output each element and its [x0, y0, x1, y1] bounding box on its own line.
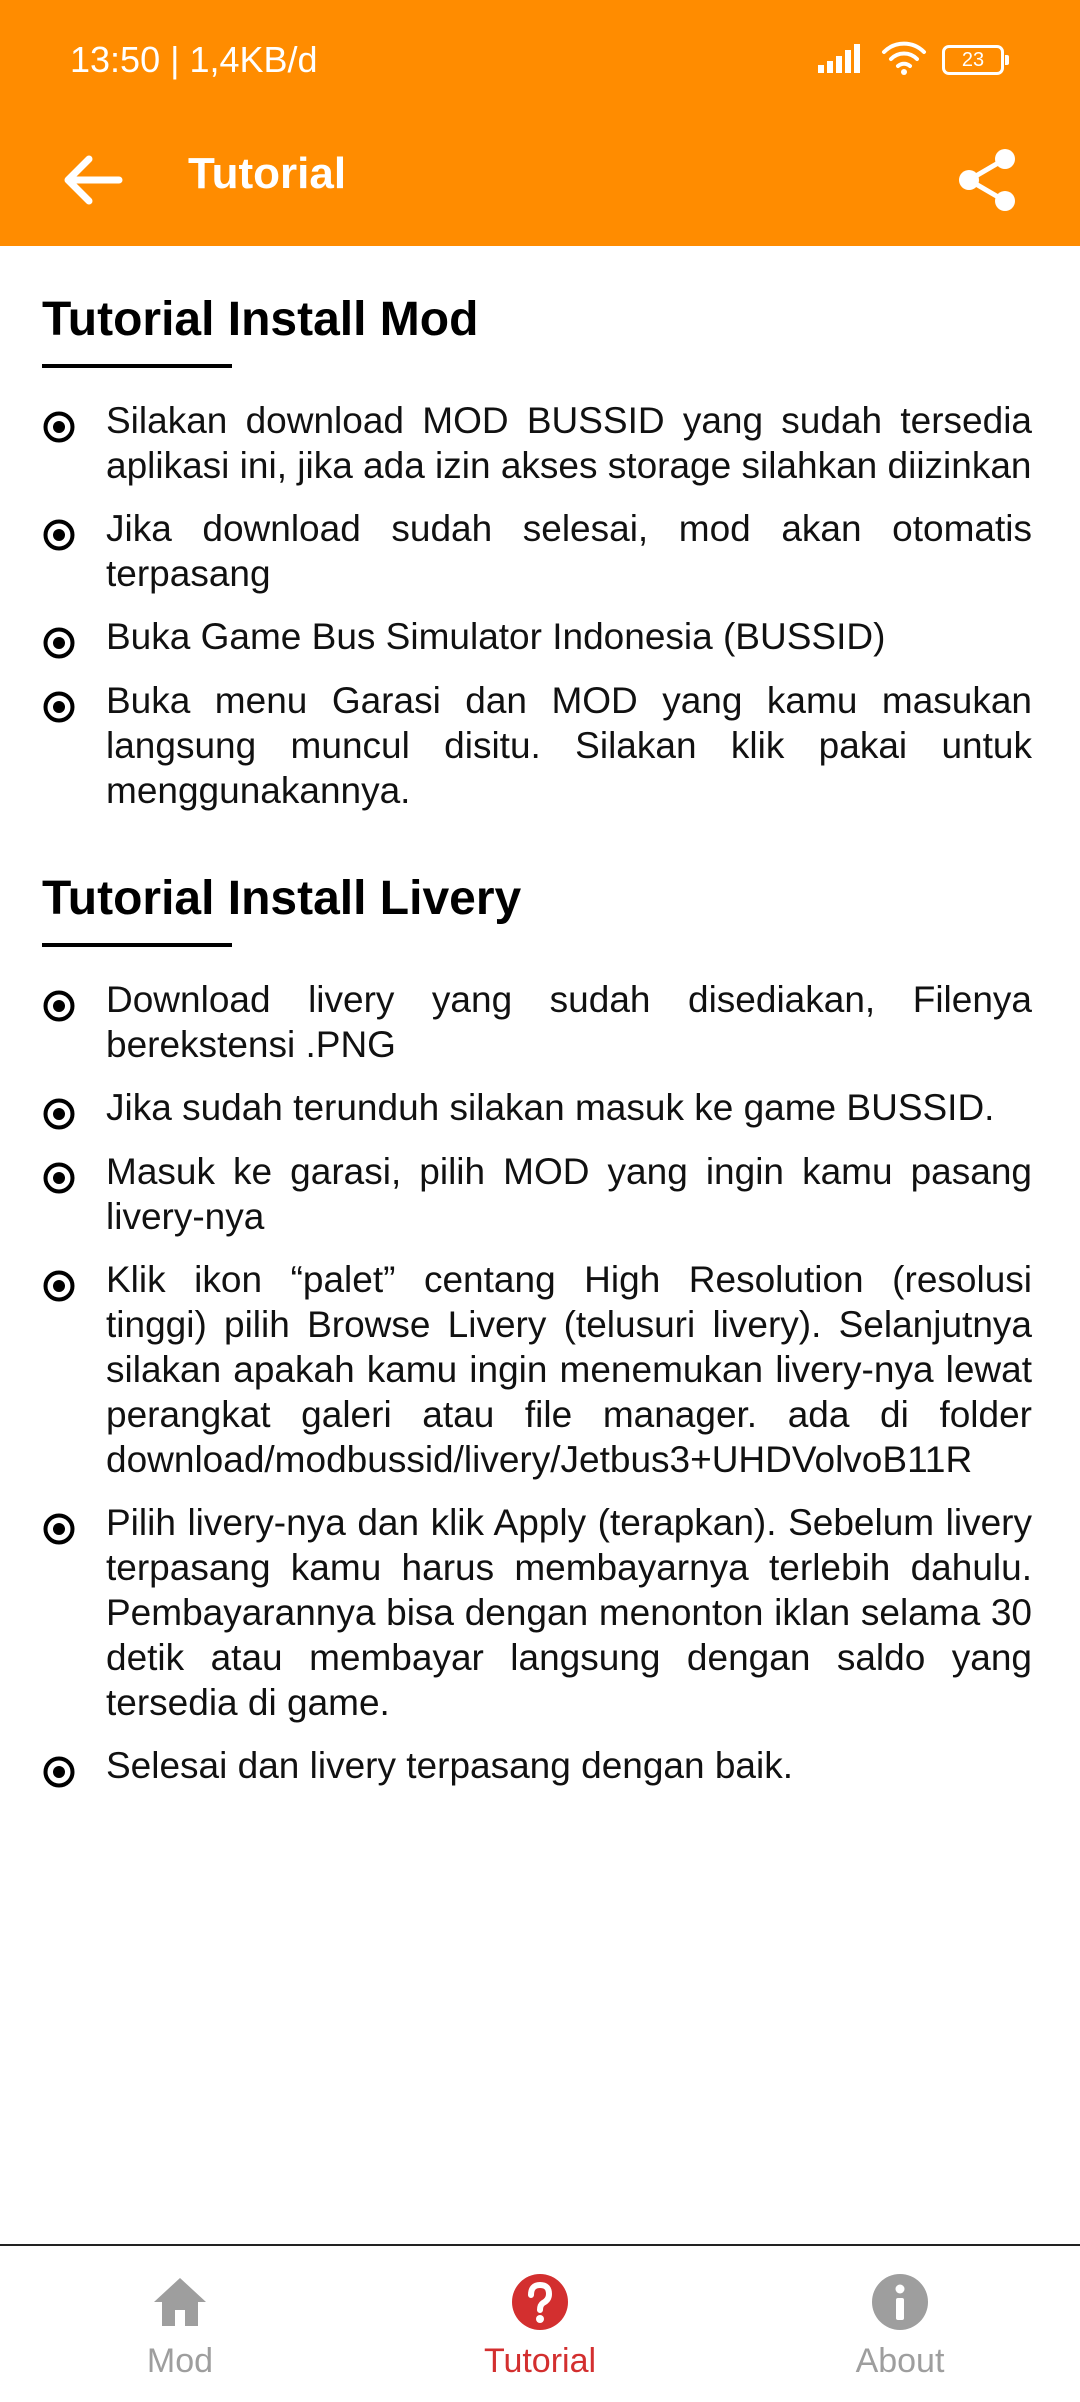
section-title: Tutorial Install Mod: [42, 293, 479, 346]
list-item: [42, 1085, 1032, 1131]
radio-bullet-icon: [42, 1097, 76, 1131]
battery-icon: [942, 45, 1004, 75]
page-title: Tutorial: [188, 149, 347, 198]
section-underline: [42, 943, 232, 947]
step-text: Jika sudah terunduh silakan masuk ke game BUSSID.: [106, 1087, 995, 1128]
app-bar: [0, 0, 1080, 246]
nav-item-tutorial[interactable]: [360, 2246, 720, 2402]
radio-bullet-icon: [42, 518, 76, 552]
list-item: [42, 614, 1032, 660]
step-text: Buka Game Bus Simulator Indonesia (BUSSID): [106, 616, 886, 657]
back-button[interactable]: [44, 134, 140, 230]
step-text: Selesai dan livery terpasang dengan baik.: [106, 1745, 794, 1786]
status-time: 13:50 | 1,4KB/d: [70, 39, 318, 80]
nav-label: Mod: [146, 2342, 214, 2380]
list-item: [42, 1743, 1032, 1789]
battery-level: 23: [961, 49, 985, 71]
arrow-left-icon: [57, 145, 127, 220]
list-item: [42, 977, 1032, 1067]
wifi-icon: [880, 40, 928, 81]
list-item: [42, 1257, 1032, 1482]
section-underline: [42, 364, 232, 368]
list-item: [42, 506, 1032, 596]
section-title: Tutorial Install Livery: [42, 872, 522, 925]
radio-bullet-icon: [42, 1269, 76, 1303]
section-install-livery: [42, 869, 1032, 1789]
status-bar: [0, 0, 1080, 120]
bottom-navigation: [0, 2244, 1080, 2402]
nav-label: Tutorial: [483, 2342, 597, 2380]
list-item: [42, 678, 1032, 813]
step-text: Buka menu Garasi dan MOD yang kamu masukan langsung muncul disitu. Silakan klik pakai untuk menggunakannya.: [106, 680, 1032, 811]
radio-bullet-icon: [42, 1161, 76, 1195]
list-item: [42, 1149, 1032, 1239]
list-item: [42, 1500, 1032, 1725]
section-install-mod: [42, 290, 1032, 813]
share-icon: [953, 145, 1023, 220]
nav-item-mod[interactable]: [0, 2246, 360, 2402]
list-item: [42, 398, 1032, 488]
info-icon: [870, 2272, 930, 2332]
radio-bullet-icon: [42, 1512, 76, 1546]
radio-bullet-icon: [42, 1755, 76, 1789]
help-icon: [510, 2272, 570, 2332]
step-text: Jika download sudah selesai, mod akan otomatis terpasang: [106, 508, 1032, 594]
step-text: Masuk ke garasi, pilih MOD yang ingin kamu pasang livery-nya: [106, 1151, 1032, 1237]
nav-item-about[interactable]: [720, 2246, 1080, 2402]
status-icons: [818, 38, 1004, 82]
step-text: Pilih livery-nya dan klik Apply (terapkan). Sebelum livery terpasang kamu harus membayarnya terlebih dahulu. Pembayarannya bisa dengan menonton iklan selama 30 detik atau membayar langsung dengan saldo yang tersedia di game.: [106, 1502, 1032, 1723]
radio-bullet-icon: [42, 690, 76, 724]
radio-bullet-icon: [42, 626, 76, 660]
signal-icon: [818, 43, 866, 78]
step-text: Silakan download MOD BUSSID yang sudah tersedia aplikasi ini, jika ada izin akses storage silahkan diizinkan: [106, 400, 1032, 486]
nav-label: About: [855, 2342, 945, 2380]
toolbar: [0, 120, 1080, 246]
home-icon: [150, 2272, 210, 2332]
step-text: Klik ikon “palet” centang High Resolution (resolusi tinggi) pilih Browse Livery (telusuri livery). Selanjutnya silakan apakah kamu ingin menemukan livery-nya lewat perangkat galeri atau file manager. ada di folder download/modbussid/livery/Jetbus3+UHDVolvoB11R: [106, 1259, 1032, 1480]
step-text: Download livery yang sudah disediakan, Filenya berekstensi .PNG: [106, 979, 1032, 1065]
share-button[interactable]: [940, 134, 1036, 230]
radio-bullet-icon: [42, 410, 76, 444]
radio-bullet-icon: [42, 989, 76, 1023]
tutorial-content: [42, 290, 1032, 1845]
